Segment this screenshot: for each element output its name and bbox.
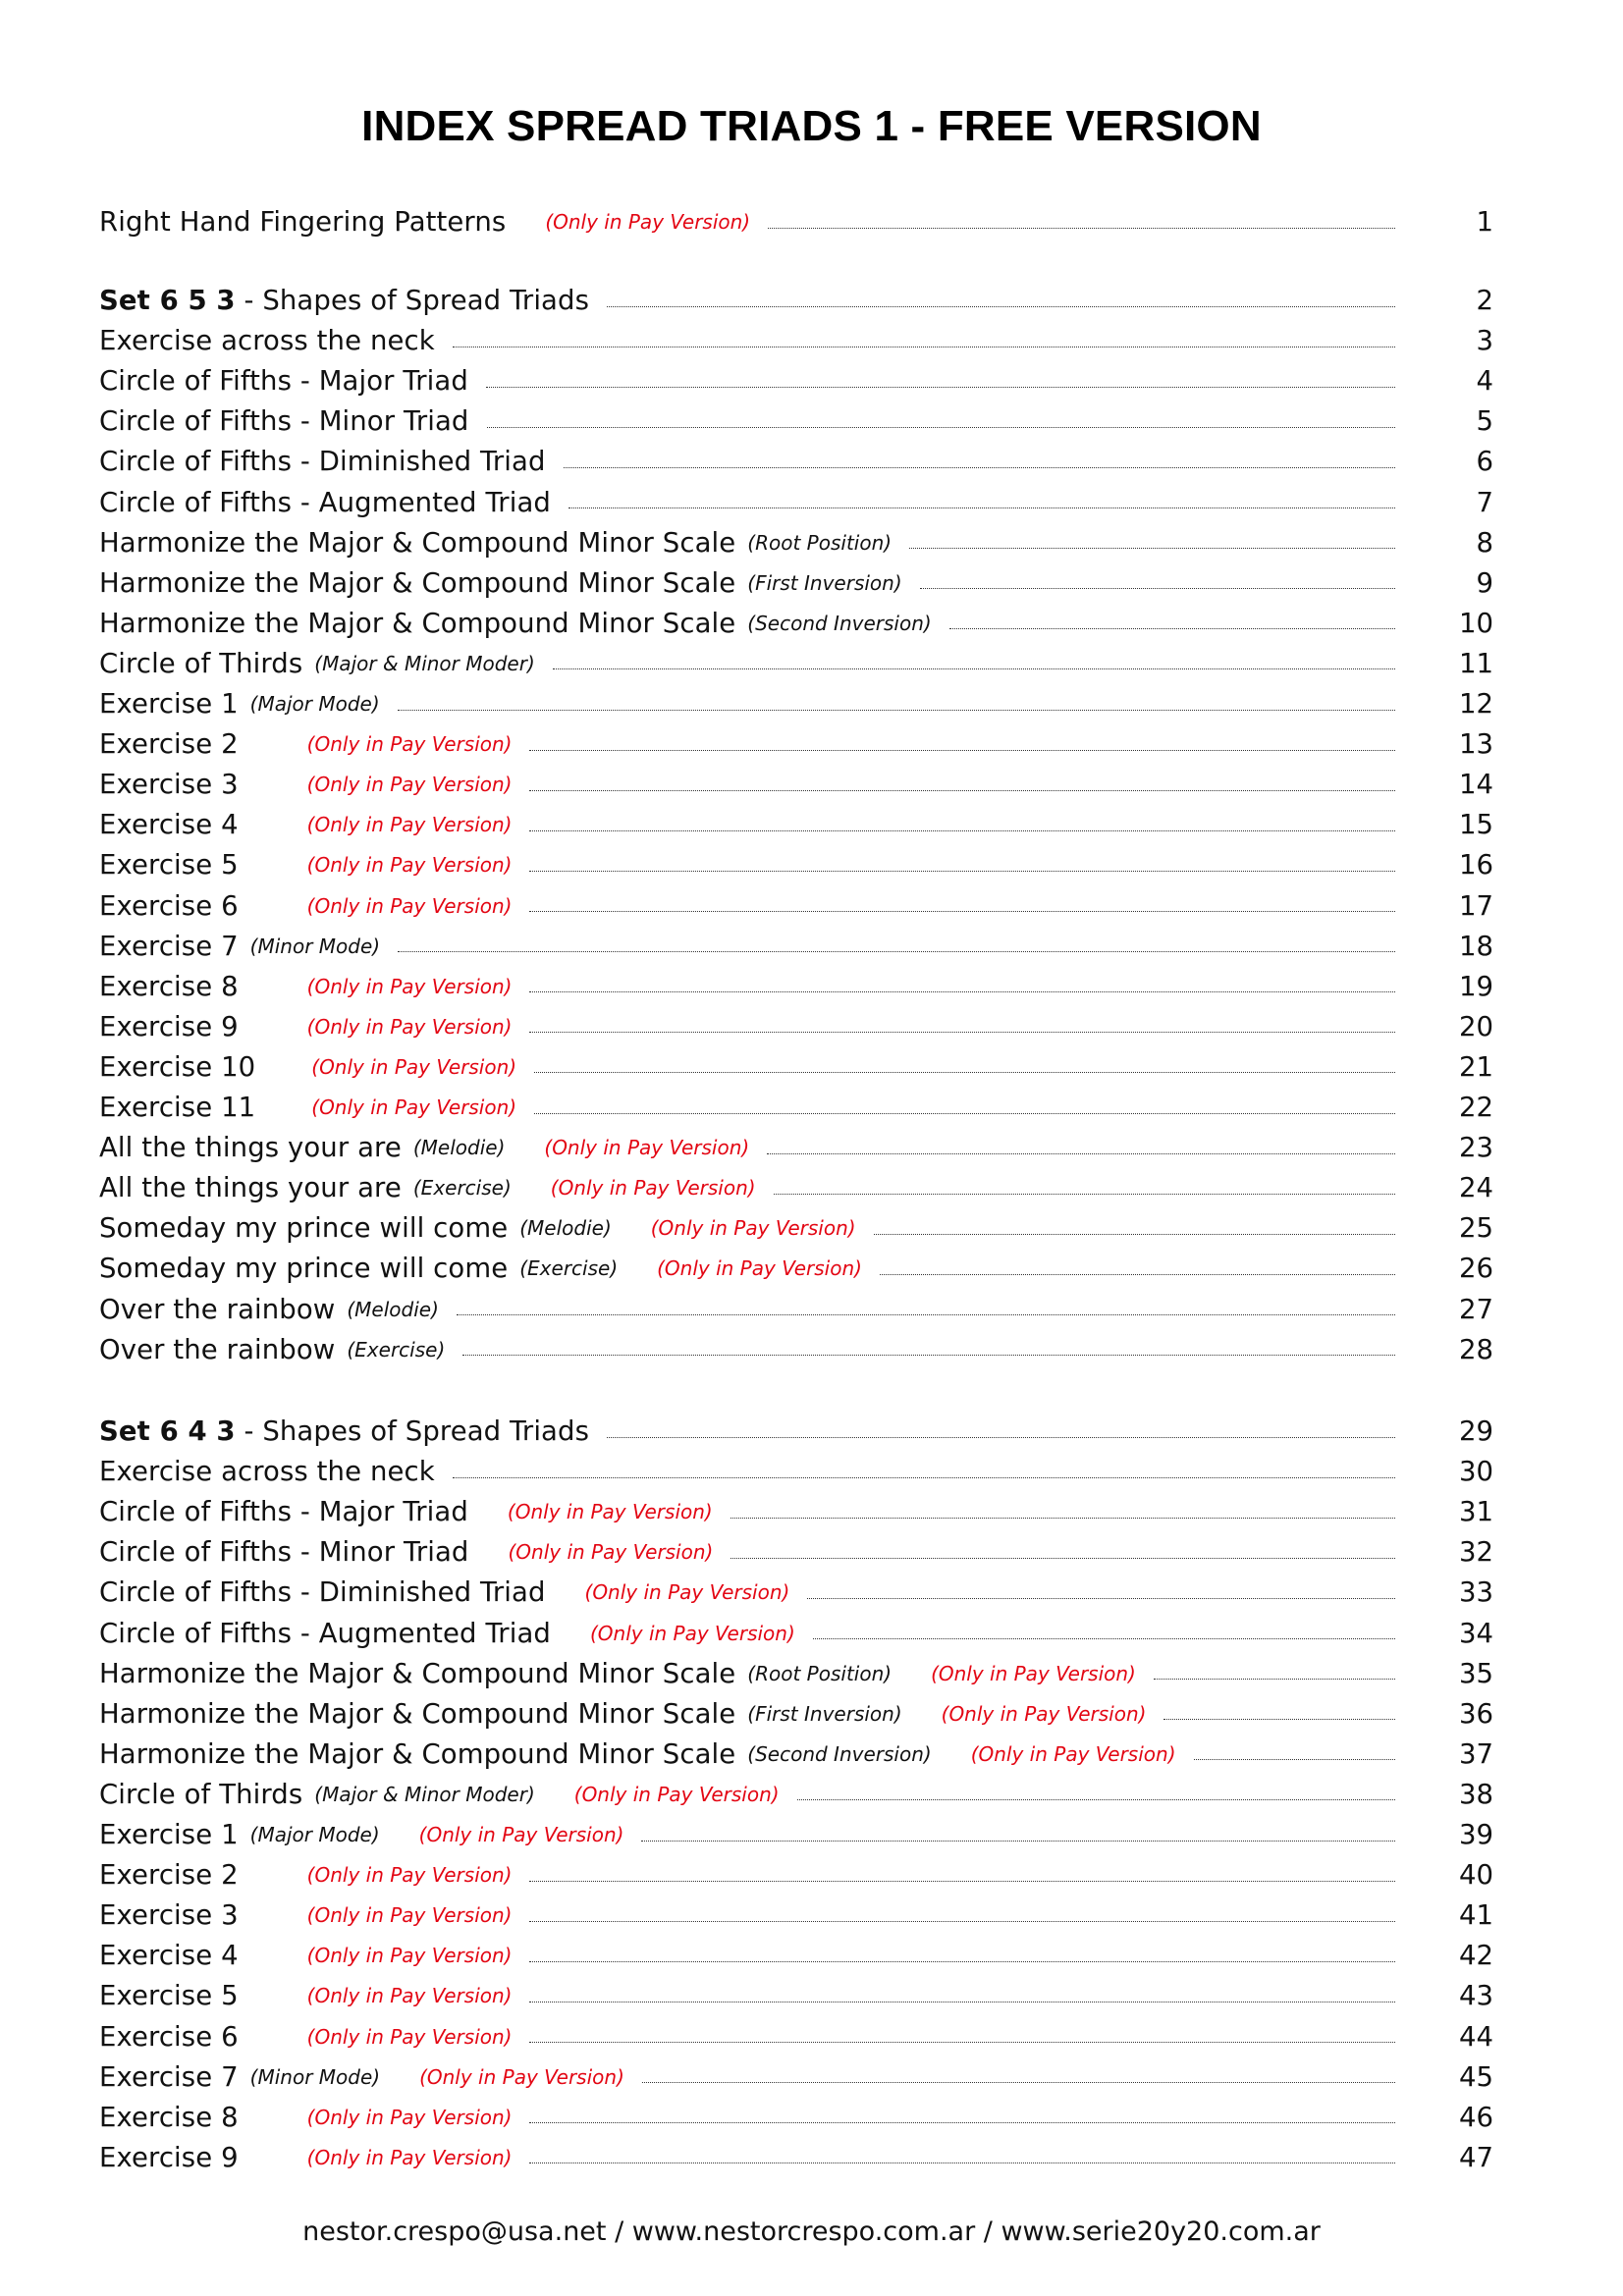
page-number: 40 bbox=[1459, 1859, 1493, 1892]
dot-leader bbox=[1163, 1719, 1395, 1720]
index-entry[interactable] bbox=[99, 888, 1493, 924]
pay-version-note: (Only in Pay Version) bbox=[544, 1136, 750, 1160]
pay-version-note: (Only in Pay Version) bbox=[419, 2064, 624, 2089]
index-entry[interactable] bbox=[99, 686, 1493, 721]
dot-leader bbox=[486, 387, 1395, 388]
entry-title bbox=[99, 1819, 239, 1850]
entry-title bbox=[99, 809, 239, 840]
index-entry[interactable] bbox=[99, 1251, 1493, 1286]
entry-title bbox=[99, 1698, 735, 1730]
pay-version-note: (Only in Pay Version) bbox=[418, 1823, 624, 1846]
page-number: 42 bbox=[1459, 1940, 1493, 1972]
entry-text: Exercise across the neck bbox=[99, 1456, 435, 1488]
entry-title bbox=[99, 1092, 255, 1123]
entry-text: Exercise 6 bbox=[99, 2020, 239, 2053]
page-number: 41 bbox=[1459, 1899, 1493, 1932]
dot-leader bbox=[920, 588, 1395, 589]
pay-version-note: (Only in Pay Version) bbox=[507, 1500, 713, 1524]
entry-text: Exercise 3 bbox=[99, 769, 239, 801]
entry-title bbox=[99, 648, 302, 679]
entry-text: Circle of Fifths - Minor Triad bbox=[99, 1536, 469, 1569]
index-entry[interactable] bbox=[99, 1130, 1493, 1165]
page-number: 13 bbox=[1459, 728, 1493, 761]
dot-leader bbox=[807, 1598, 1395, 1599]
entry-text: Over the rainbow bbox=[99, 1333, 336, 1365]
entry-text: Exercise 10 bbox=[99, 1050, 256, 1083]
entry-title bbox=[99, 1415, 589, 1447]
entry-title bbox=[99, 769, 239, 800]
entry-text: Someday my prince will come bbox=[99, 1253, 509, 1285]
index-entry[interactable] bbox=[99, 1454, 1493, 1489]
entry-note: (Root Position) bbox=[747, 530, 893, 555]
dot-leader bbox=[768, 228, 1395, 229]
index-entry[interactable] bbox=[99, 1978, 1493, 2013]
index-entry[interactable] bbox=[99, 646, 1493, 681]
dot-leader bbox=[874, 1234, 1395, 1235]
entry-text: Exercise 7 bbox=[99, 930, 239, 962]
entry-text: Harmonize the Major & Compound Minor Scale bbox=[99, 566, 736, 599]
dot-leader bbox=[457, 1314, 1395, 1315]
page-number: 28 bbox=[1459, 1333, 1493, 1365]
dot-leader bbox=[1154, 1679, 1395, 1680]
index-entry[interactable] bbox=[99, 363, 1493, 399]
dot-leader bbox=[529, 750, 1395, 751]
entry-note: (Minor Mode) bbox=[249, 934, 381, 958]
entry-title bbox=[99, 1496, 468, 1527]
entry-text: Circle of Fifths - Major Triad bbox=[99, 1496, 468, 1528]
pay-version-note: (Only in Pay Version) bbox=[589, 1621, 795, 1645]
entry-title bbox=[99, 527, 735, 559]
page-number: 27 bbox=[1459, 1293, 1493, 1325]
pay-version-note: (Only in Pay Version) bbox=[306, 1984, 513, 2008]
dot-leader bbox=[529, 2042, 1395, 2043]
page-number: 14 bbox=[1459, 769, 1493, 801]
entry-title bbox=[99, 688, 239, 720]
entry-title bbox=[99, 567, 735, 599]
index-entry[interactable] bbox=[99, 726, 1493, 762]
page-number: 25 bbox=[1459, 1212, 1493, 1245]
entry-title bbox=[99, 971, 239, 1002]
entry-note: (Major Mode) bbox=[249, 1823, 380, 1846]
dot-leader bbox=[534, 1113, 1395, 1114]
pay-version-note: (Only in Pay Version) bbox=[508, 1540, 714, 1565]
pay-version-note: (Only in Pay Version) bbox=[573, 1782, 780, 1806]
page-number: 46 bbox=[1459, 2101, 1493, 2133]
dot-leader bbox=[487, 427, 1396, 428]
page-title: INDEX SPREAD TRIADS 1 - FREE VERSION bbox=[361, 102, 1262, 150]
entry-note: (Exercise) bbox=[519, 1256, 619, 1281]
entry-note: (Exercise) bbox=[412, 1176, 512, 1201]
page-number: 38 bbox=[1459, 1778, 1493, 1810]
index-entry[interactable] bbox=[99, 1857, 1493, 1893]
entry-text: Harmonize the Major & Compound Minor Scale bbox=[99, 526, 736, 559]
entry-title bbox=[99, 446, 546, 477]
index-entry[interactable] bbox=[99, 2100, 1493, 2135]
page-number: 15 bbox=[1459, 809, 1493, 841]
page-number: 18 bbox=[1459, 930, 1493, 962]
page-number: 2 bbox=[1476, 285, 1493, 316]
entry-title bbox=[99, 1456, 435, 1487]
index-entry[interactable] bbox=[99, 1938, 1493, 1973]
entry-text: Exercise across the neck bbox=[99, 325, 435, 357]
entry-title bbox=[99, 1980, 239, 2011]
pay-version-note: (Only in Pay Version) bbox=[306, 773, 513, 797]
entry-text: Exercise 6 bbox=[99, 889, 239, 922]
entry-note: (Exercise) bbox=[347, 1337, 446, 1362]
index-entry[interactable] bbox=[99, 1616, 1493, 1651]
dot-leader bbox=[1194, 1759, 1395, 1760]
entry-text: Exercise 7 bbox=[99, 2060, 239, 2093]
entry-text: - Shapes of Spread Triads bbox=[235, 285, 589, 316]
dot-leader bbox=[564, 467, 1395, 468]
entry-note: (Major & Minor Moder) bbox=[314, 651, 535, 675]
page-number: 11 bbox=[1459, 647, 1493, 679]
entry-text: Over the rainbow bbox=[99, 1293, 336, 1325]
index-entry[interactable] bbox=[99, 1534, 1493, 1570]
pay-version-note: (Only in Pay Version) bbox=[306, 813, 513, 837]
entry-text: Circle of Fifths - Major Triad bbox=[99, 365, 468, 398]
entry-text: Harmonize the Major & Compound Minor Scale bbox=[99, 607, 736, 639]
dot-leader bbox=[529, 1921, 1395, 1922]
dot-leader bbox=[730, 1558, 1395, 1559]
index-entry[interactable] bbox=[99, 525, 1493, 561]
dot-leader bbox=[529, 1032, 1395, 1033]
page-number: 24 bbox=[1459, 1172, 1493, 1204]
index-entry[interactable] bbox=[99, 1170, 1493, 1205]
dot-leader bbox=[529, 911, 1395, 912]
index-entry[interactable] bbox=[99, 929, 1493, 964]
page-number: 30 bbox=[1459, 1456, 1493, 1488]
entry-title bbox=[99, 325, 435, 356]
page-number: 5 bbox=[1476, 405, 1493, 438]
page-number: 35 bbox=[1459, 1657, 1493, 1689]
index-entry[interactable] bbox=[99, 2019, 1493, 2055]
pay-version-note: (Only in Pay Version) bbox=[306, 853, 513, 878]
page-number: 9 bbox=[1476, 566, 1493, 599]
pay-version-note: (Only in Pay Version) bbox=[306, 974, 513, 998]
entry-title bbox=[99, 1618, 551, 1649]
pay-version-note: (Only in Pay Version) bbox=[306, 2105, 513, 2129]
page-number: 32 bbox=[1459, 1536, 1493, 1569]
entry-text: Exercise 11 bbox=[99, 1092, 256, 1123]
dot-leader bbox=[398, 951, 1395, 952]
page-number: 33 bbox=[1459, 1576, 1493, 1609]
pay-version-note: (Only in Pay Version) bbox=[941, 1701, 1147, 1726]
index-entry[interactable] bbox=[99, 1332, 1493, 1367]
index-entry[interactable] bbox=[99, 1897, 1493, 1933]
dot-leader bbox=[529, 991, 1395, 992]
page-number: 26 bbox=[1459, 1253, 1493, 1285]
index-entry[interactable] bbox=[99, 1817, 1493, 1852]
entry-title bbox=[99, 1940, 239, 1971]
entry-text: Circle of Fifths - Diminished Triad bbox=[99, 1576, 546, 1609]
pay-version-note: (Only in Pay Version) bbox=[550, 1176, 756, 1201]
page-number: 10 bbox=[1459, 607, 1493, 639]
pay-version-note: (Only in Pay Version) bbox=[970, 1741, 1176, 1766]
entry-text: Exercise 3 bbox=[99, 1899, 239, 1932]
pay-version-note: (Only in Pay Version) bbox=[545, 210, 751, 234]
pay-version-note: (Only in Pay Version) bbox=[931, 1661, 1136, 1685]
pay-version-note: (Only in Pay Version) bbox=[306, 2024, 513, 2049]
pay-version-note: (Only in Pay Version) bbox=[311, 1095, 517, 1119]
entry-title bbox=[99, 1536, 469, 1568]
entry-note: (Minor Mode) bbox=[249, 2064, 381, 2089]
index-entry[interactable] bbox=[99, 403, 1493, 439]
entry-note: (Melodie) bbox=[519, 1216, 612, 1241]
entry-note: (Second Inversion) bbox=[747, 1741, 932, 1766]
page-number: 47 bbox=[1459, 2141, 1493, 2173]
entry-text: Harmonize the Major & Compound Minor Scale bbox=[99, 1737, 736, 1770]
dot-leader bbox=[641, 1841, 1395, 1842]
index-entry[interactable] bbox=[99, 1414, 1493, 1449]
pay-version-note: (Only in Pay Version) bbox=[311, 1054, 517, 1079]
page-number: 45 bbox=[1459, 2060, 1493, 2093]
index-entry[interactable] bbox=[99, 1656, 1493, 1691]
pay-version-note: (Only in Pay Version) bbox=[584, 1580, 790, 1605]
entry-title bbox=[99, 1334, 335, 1365]
entry-text: Exercise 4 bbox=[99, 809, 239, 841]
entry-text: Exercise 2 bbox=[99, 728, 239, 761]
index-entry[interactable] bbox=[99, 565, 1493, 601]
entry-text: Exercise 1 bbox=[99, 1819, 239, 1850]
page-number: 1 bbox=[1476, 206, 1493, 238]
dot-leader bbox=[529, 1961, 1395, 1962]
dot-leader bbox=[534, 1072, 1395, 1073]
entry-title bbox=[99, 1899, 239, 1931]
entry-text: Harmonize the Major & Compound Minor Scale bbox=[99, 1657, 736, 1689]
index-entry[interactable] bbox=[99, 485, 1493, 520]
entry-title bbox=[99, 2102, 239, 2133]
index-entry[interactable] bbox=[99, 1090, 1493, 1125]
page-number: 29 bbox=[1459, 1415, 1493, 1447]
dot-leader bbox=[767, 1153, 1395, 1154]
page-number: 4 bbox=[1476, 365, 1493, 398]
dot-leader bbox=[529, 830, 1395, 831]
entry-text: Circle of Fifths - Minor Triad bbox=[99, 405, 469, 438]
index-entry[interactable] bbox=[99, 1736, 1493, 1772]
dot-leader bbox=[453, 1477, 1395, 1478]
entry-title bbox=[99, 1011, 239, 1042]
entry-title bbox=[99, 1172, 402, 1203]
entry-title bbox=[99, 2061, 239, 2093]
entry-title bbox=[99, 1051, 255, 1083]
page-number: 36 bbox=[1459, 1697, 1493, 1730]
dot-leader bbox=[607, 306, 1395, 307]
entry-text: Circle of Thirds bbox=[99, 647, 303, 679]
index-entry[interactable] bbox=[99, 323, 1493, 358]
entry-title bbox=[99, 285, 589, 316]
entry-note: (Second Inversion) bbox=[747, 611, 932, 635]
set-label: Set 6 4 3 bbox=[99, 1415, 236, 1447]
entry-title bbox=[99, 728, 239, 760]
entry-text: Someday my prince will come bbox=[99, 1212, 509, 1245]
entry-text: Exercise 9 bbox=[99, 1010, 239, 1042]
dot-leader bbox=[813, 1638, 1395, 1639]
entry-title bbox=[99, 1859, 239, 1891]
entry-title bbox=[99, 405, 469, 437]
entry-title bbox=[99, 1779, 302, 1810]
index-entry[interactable] bbox=[99, 1049, 1493, 1085]
dot-leader bbox=[774, 1194, 1395, 1195]
index-entry[interactable] bbox=[99, 1210, 1493, 1246]
entry-note: (First Inversion) bbox=[747, 1701, 902, 1726]
page-number: 37 bbox=[1459, 1737, 1493, 1770]
entry-note: (Major & Minor Moder) bbox=[314, 1782, 535, 1806]
page-number: 44 bbox=[1459, 2020, 1493, 2053]
pay-version-note: (Only in Pay Version) bbox=[306, 1014, 513, 1039]
entry-text: All the things your are bbox=[99, 1132, 402, 1164]
page-number: 31 bbox=[1459, 1496, 1493, 1528]
pay-version-note: (Only in Pay Version) bbox=[306, 1944, 513, 1968]
page-number: 19 bbox=[1459, 970, 1493, 1002]
index-entry[interactable] bbox=[99, 1292, 1493, 1327]
dot-leader bbox=[730, 1518, 1395, 1519]
entry-title bbox=[99, 1212, 508, 1244]
index-entry[interactable] bbox=[99, 444, 1493, 479]
index-entry[interactable] bbox=[99, 204, 1493, 240]
set-label: Set 6 5 3 bbox=[99, 285, 236, 316]
dot-leader bbox=[529, 2122, 1395, 2123]
page-number: 43 bbox=[1459, 1980, 1493, 2012]
page-number: 23 bbox=[1459, 1132, 1493, 1164]
pay-version-note: (Only in Pay Version) bbox=[306, 732, 513, 757]
entry-note: (Major Mode) bbox=[249, 692, 380, 716]
entry-text: Right Hand Fingering Patterns bbox=[99, 206, 507, 238]
index-entry[interactable] bbox=[99, 2059, 1493, 2095]
index-entry[interactable] bbox=[99, 1494, 1493, 1529]
page-number: 34 bbox=[1459, 1617, 1493, 1649]
page-number: 22 bbox=[1459, 1092, 1493, 1123]
pay-version-note: (Only in Pay Version) bbox=[657, 1256, 862, 1281]
entry-text: Exercise 9 bbox=[99, 2141, 239, 2173]
dot-leader bbox=[462, 1355, 1395, 1356]
entry-text: Circle of Thirds bbox=[99, 1778, 303, 1810]
entry-text: Exercise 5 bbox=[99, 1980, 239, 2012]
entry-title bbox=[99, 849, 239, 881]
entry-title bbox=[99, 1576, 546, 1608]
entry-note: (First Inversion) bbox=[747, 570, 902, 595]
index-entry[interactable] bbox=[99, 807, 1493, 842]
page-number: 6 bbox=[1476, 446, 1493, 478]
dot-leader bbox=[529, 871, 1395, 872]
entry-title bbox=[99, 931, 239, 962]
dot-leader bbox=[553, 668, 1395, 669]
entry-title bbox=[99, 1738, 735, 1770]
entry-text: Exercise 8 bbox=[99, 970, 239, 1002]
entry-title bbox=[99, 206, 506, 238]
index-entry[interactable] bbox=[99, 1575, 1493, 1610]
index-entry[interactable] bbox=[99, 847, 1493, 882]
entry-title bbox=[99, 890, 239, 922]
pay-version-note: (Only in Pay Version) bbox=[306, 1863, 513, 1888]
entry-text: Harmonize the Major & Compound Minor Scale bbox=[99, 1697, 736, 1730]
entry-title bbox=[99, 487, 551, 518]
index-entry[interactable] bbox=[99, 606, 1493, 641]
dot-leader bbox=[398, 710, 1395, 711]
page-number: 7 bbox=[1476, 486, 1493, 518]
entry-title bbox=[99, 365, 468, 397]
page-number: 17 bbox=[1459, 889, 1493, 922]
dot-leader bbox=[568, 507, 1395, 508]
index-entry[interactable] bbox=[99, 767, 1493, 802]
entry-text: Exercise 8 bbox=[99, 2101, 239, 2133]
index-entry[interactable] bbox=[99, 2140, 1493, 2175]
page-number: 3 bbox=[1476, 325, 1493, 357]
entry-note: (Root Position) bbox=[747, 1661, 893, 1685]
index-entry[interactable] bbox=[99, 1777, 1493, 1812]
pay-version-note: (Only in Pay Version) bbox=[306, 1903, 513, 1928]
entry-text: Circle of Fifths - Augmented Triad bbox=[99, 1617, 551, 1649]
dot-leader bbox=[909, 548, 1395, 549]
entry-title bbox=[99, 1132, 402, 1163]
entry-note: (Melodie) bbox=[412, 1136, 506, 1160]
entry-text: Exercise 5 bbox=[99, 849, 239, 881]
entry-text: Exercise 1 bbox=[99, 688, 239, 720]
page-number: 12 bbox=[1459, 688, 1493, 720]
dot-leader bbox=[797, 1799, 1395, 1800]
page-number: 39 bbox=[1459, 1819, 1493, 1850]
entry-title bbox=[99, 1658, 735, 1689]
entry-title bbox=[99, 2142, 239, 2173]
pay-version-note: (Only in Pay Version) bbox=[306, 2145, 513, 2169]
dot-leader bbox=[880, 1274, 1395, 1275]
page-number: 8 bbox=[1476, 526, 1493, 559]
pay-version-note: (Only in Pay Version) bbox=[650, 1216, 856, 1241]
dot-leader bbox=[949, 628, 1395, 629]
entry-text: All the things your are bbox=[99, 1172, 402, 1204]
entry-title bbox=[99, 1253, 508, 1284]
entry-title bbox=[99, 1294, 335, 1325]
entry-title bbox=[99, 608, 735, 639]
entry-text: Circle of Fifths - Augmented Triad bbox=[99, 486, 551, 518]
entry-text: Circle of Fifths - Diminished Triad bbox=[99, 446, 546, 478]
contact-footer: nestor.crespo@usa.net / www.nestorcrespo.com.ar / www.serie20y20.com.ar bbox=[302, 2216, 1321, 2247]
index-entry[interactable] bbox=[99, 1009, 1493, 1044]
entry-title bbox=[99, 2021, 239, 2053]
page-number: 16 bbox=[1459, 849, 1493, 881]
dot-leader bbox=[529, 1881, 1395, 1882]
entry-text: Exercise 2 bbox=[99, 1859, 239, 1892]
pay-version-note: (Only in Pay Version) bbox=[306, 893, 513, 918]
entry-text: Exercise 4 bbox=[99, 1940, 239, 1972]
index-entry[interactable] bbox=[99, 1696, 1493, 1732]
dot-leader bbox=[607, 1437, 1395, 1438]
entry-text: - Shapes of Spread Triads bbox=[235, 1415, 589, 1447]
entry-note: (Melodie) bbox=[347, 1297, 439, 1321]
index-entry[interactable] bbox=[99, 283, 1493, 318]
page-number: 20 bbox=[1459, 1010, 1493, 1042]
dot-leader bbox=[529, 790, 1395, 791]
index-entry[interactable] bbox=[99, 969, 1493, 1004]
page-number: 21 bbox=[1459, 1050, 1493, 1083]
dot-leader bbox=[642, 2082, 1395, 2083]
